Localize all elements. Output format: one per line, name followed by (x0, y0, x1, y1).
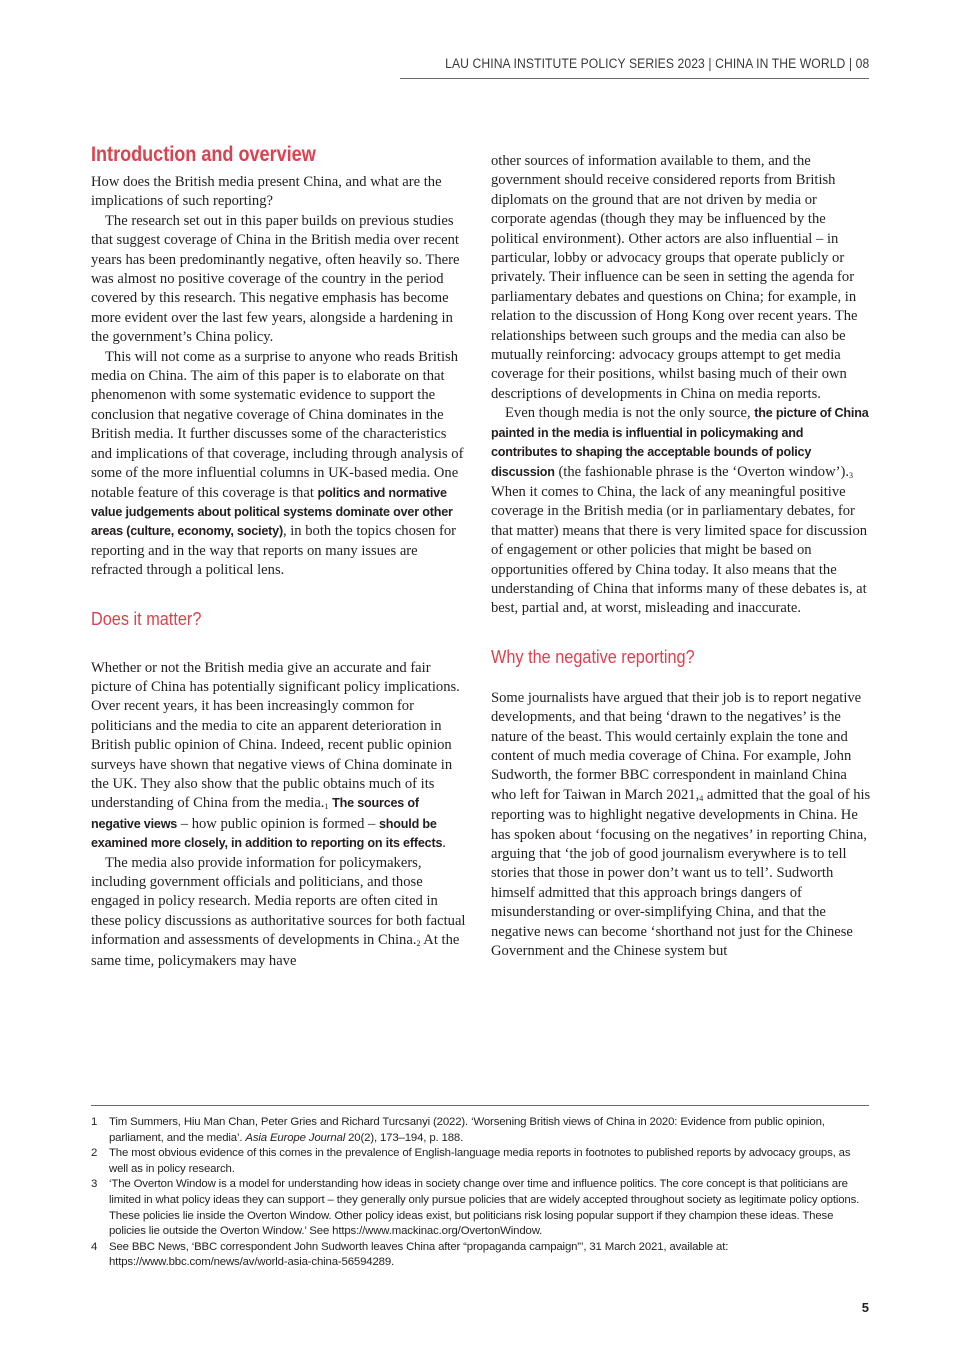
paragraph-policymakers (91, 854, 471, 971)
highlight-text: the picture of China painted in the media is influential in policymaking and contributes to shaping the acceptable bounds of policy discussion (491, 406, 869, 479)
highlight-text: politics and normative value judgements about political systems dominate over other areas (culture, economy, society) (91, 485, 453, 539)
section-heading-does-it-matter: Does it matter? (91, 607, 202, 629)
text-run: , in both the topics chosen for reporting and in the way that reports on many issues are refracted through a political lens. (91, 523, 457, 579)
text-run: admitted that the goal of his reporting was to highlight negative developments in China. He has spoken about ‘focusing on the negatives’ in reporting China, arguing that ‘the job of good journalism everywhere is to tell stories that those in power don’t want us to tell’. Sudworth himself admitted that this approach brings dangers of misunderstanding or over-simplifying China, and that the negative news can become ‘shorthand not just for the Chinese Government and the Chinese system but (491, 786, 871, 960)
text-run: Some journalists have argued that their job is to report negative developments, and that being ‘drawn to the negatives’ is the nature of the beast. This would certainly explain the tone and content of much media coverage of China. For example, John Sudworth, the former BBC correspondent in mainland China who left for Taiwan in March 2021, (491, 689, 862, 803)
footnote-number: 4 (91, 1240, 98, 1253)
paragraph-intro-question: How does the British media present China, and what are the implications of such reporting? (91, 174, 442, 210)
paragraph-research: The research set out in this paper builds on previous studies that suggest coverage of China in the British media over recent years has been predominantly negative, often heavily so. There was almost no positive coverage of the country in the period covered by this research. This negative emphasis has become more evident over the last few years, alongside a hardening in the government’s China policy. (91, 212, 460, 346)
journal-title: Asia Europe Journal (245, 1131, 346, 1144)
footnote-text[interactable]: ‘The Overton Window is a model for understanding how ideas in society change over time and influence politics. The core concept is that politicians are limited in what policy ideas they can support – they generally only pursue policies that are widely accepted throughout society as legitimate policy options. These policies lie inside the Overton Window. Other policy ideas exist, but politicians risk losing popular support if they champion these ideas. These policies lie outside the Overton Window.’ See https://www.mackinac.org/OvertonWindow. (109, 1178, 860, 1238)
footnote-item (91, 1177, 871, 1239)
paragraph-other-sources: other sources of information available to them, and the government should receive considered reports from British diplomats on the ground that are not driven by media or corporate agendas (though they may be influenced by the political environment). Other actors are also influential – in particular, lobby or advocacy groups that operate publicly or privately. Their influence can be seen in setting the agenda for parliamentary debates and questions on China; for example, in relation to the discussion of Hong Kong over recent years. The relationships between such groups and the media can also be mutually reinforcing: advocacy groups attempt to get media coverage for their positions, whilst basing much of their own descriptions of developments in China on media reports. (491, 153, 858, 402)
footnote-text (109, 1115, 871, 1146)
footnote-item (91, 1146, 871, 1177)
section-heading-why-negative: Why the negative reporting? (491, 645, 695, 667)
footnote-item (91, 1240, 871, 1271)
footnote-ref[interactable]: 3 (849, 470, 854, 480)
text-run: . (442, 835, 446, 852)
footnotes (91, 1115, 871, 1271)
header-divider (400, 78, 869, 79)
footnote-divider (91, 1105, 869, 1106)
footnote-ref[interactable]: 4 (699, 793, 704, 803)
page-number: 5 (861, 1300, 869, 1315)
text-run: (the fashionable phrase is the ‘Overton window’). (554, 463, 850, 480)
highlight-text: should be examined more closely, in addition to reporting on its effects (91, 816, 443, 851)
right-column (491, 152, 871, 961)
left-column (91, 142, 471, 971)
paragraph-aim (91, 348, 471, 581)
running-header: LAU CHINA INSTITUTE POLICY SERIES 2023 | CHINA IN THE WORLD | 08 (444, 56, 869, 71)
text-run: – how public opinion is formed – (177, 815, 379, 832)
footnote-text[interactable]: See BBC News, ‘BBC correspondent John Sudworth leaves China after “propaganda campaign”’, 31 March 2021, available at: https://www.bbc.com/news/av/world-asia-china-56594289. (109, 1240, 729, 1269)
text-run: When it comes to China, the lack of any meaningful positive coverage in the British media (or in parliamentary debates, for that matter) means that there is very limited space for discussion of engagement or other policies that might be based on opportunities offered by China today. It also means that the understanding of China that informs many of these debates is, at best, partial and, at worst, misleading and inaccurate. (491, 483, 868, 617)
text-run: Tim Summers, Hiu Man Chan, Peter Gries and Richard Turcsanyi (2022). ‘Worsening British views of China in 2020: Evidence from public opinion, parliament, and the media’. (109, 1116, 825, 1144)
paragraph-policy-implications (91, 659, 471, 854)
text-run: This will not come as a surprise to anyone who reads British media on China. The aim of this paper is to elaborate on that phenomenon with some systematic evidence to support the conclusion that negative coverage of China dominates in the British media. It further discusses some of the characteristics and implications of that coverage, including through analysis of some of the more influential columns in UK-based media. One notable feature of this coverage is that (91, 348, 464, 501)
footnote-number: 2 (91, 1147, 98, 1160)
footnote-item (91, 1115, 871, 1146)
section-heading-introduction: Introduction and overview (91, 143, 316, 166)
text-run: Whether or not the British media give an accurate and fair picture of China has potentially significant policy implications. Over recent years, it has been increasingly common for politicians and the media to cite an apparent deterioration in British public opinion of China. Indeed, recent public opinion surveys have shown that negative views of China dominate in the UK. They also show that the public obtains much of its understanding of China from the media. (91, 659, 460, 812)
text-run: The media also provide information for policymakers, including government officials and politicians, and those engaged in policy research. Media reports are often cited in these policy discussions as authoritative sources for both factual information and assessments of developments in China. (91, 854, 466, 949)
footnote-number: 3 (91, 1178, 98, 1191)
footnote-text: The most obvious evidence of this comes in the prevalence of English-language media reports in footnotes to published reports by advocacy groups, as well as in policy research. (109, 1147, 851, 1175)
paragraph-journalists (491, 689, 871, 962)
text-run: At the same time, policymakers may have (91, 932, 460, 969)
footnote-ref[interactable]: 1 (324, 802, 329, 812)
text-run: 20(2), 173–194, p. 188. (345, 1131, 464, 1144)
text-run: Even though media is not the only source, (505, 405, 755, 422)
paragraph-overton (491, 404, 871, 618)
footnote-number: 1 (91, 1116, 98, 1128)
highlight-text: The sources of negative views (91, 796, 419, 831)
footnote-ref[interactable]: 2 (416, 939, 421, 949)
